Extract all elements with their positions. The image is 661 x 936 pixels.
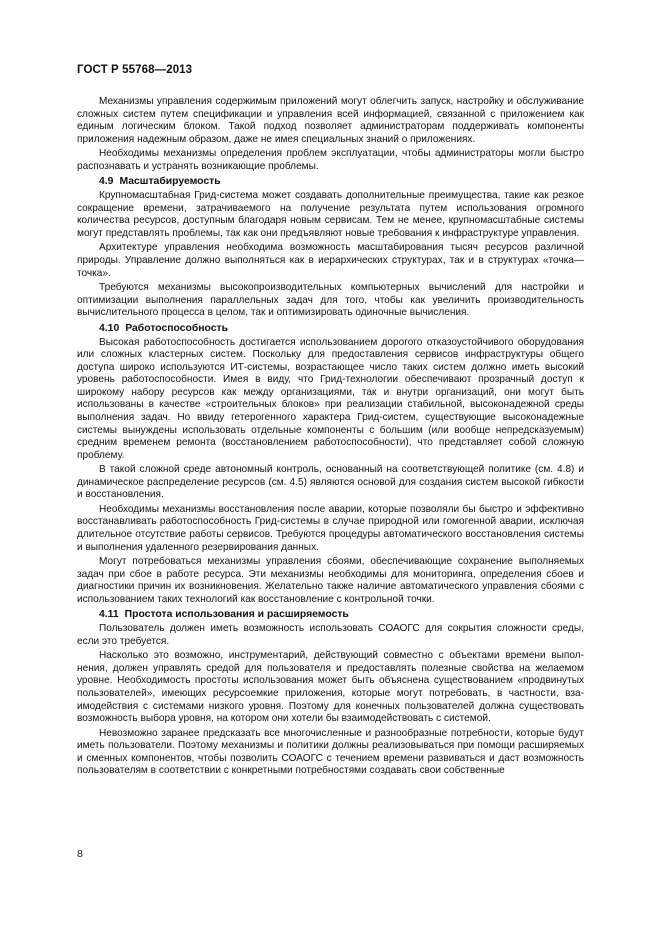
section-title: Масштабируемость	[119, 176, 221, 188]
section-number: 4.9	[99, 176, 114, 188]
page-number: 8	[77, 848, 83, 860]
paragraph: Необходимы механизмы восстановления после аварии, которые позволяли бы быстро и эффективно восстанавливать работоспособность Грид-системы в случае природной или гомогенной аварии, исключая длительное отсутствие работы сервисов. Требуются процедуры автоматического восстановления системы и выполнения удаленного резервирования данных.	[77, 503, 584, 553]
document-body	[77, 96, 584, 780]
section-number: 4.11	[99, 609, 119, 621]
paragraph: Насколько это возможно, инструментарий, действующий совместно с объектами времени выполнения, должен управлять средой для пользователя и предоставлять полезные свойства на желаемом уровне. Необходимость простоты использования может быть объяснена существованием «продвинутых пользователей», имеющих ресурсоемкие приложения, которые могут потребовать, в частности, взаимодействия с системами низкого уровня. Поэтому для конечных пользователей должна существовать возможность выбора уровня, на котором они хотели бы взаимодействовать с системой.	[77, 650, 584, 725]
paragraph: Невозможно заранее предсказать все многочисленные и разнообразные потребности, которые будут иметь пользователи. Поэтому механизмы и политики должны реализовываться при помощи расширяемых и сменных компонентов, чтобы позволить СОАОГС с течением времени развиваться и даст возможность пользователям в соответствии с конкретными потребностями создавать свои собственные	[77, 727, 584, 777]
paragraph: Высокая работоспособность достигается использованием дорогого отказоустойчивого оборудования или сложных кластерных систем. Поскольку для предоставления сервисов инфраструктуры общего доступа широко используются ИТ-системы, возрастающее число таких систем должно иметь высокий уровень работоспособности. Имея в виду, что Грид-технологии обеспечивают прозрачный доступ к широкому набору ресурсов как между организациями, так и внутри организаций, они могут быть использованы в качестве «строительных блоков» при реализации стабильной, высоконадежной среды выполнения задач. Но ввиду гетерогенного характера Грид-систем, существующие высоконадежные системы вынуждены использовать отдельные компоненты с большим (или вообще непредсказуемым) средним временем ремонта (восстановлением работоспособности), что представляет собой сложную проблему.	[77, 336, 584, 461]
section-number: 4.10	[99, 322, 120, 334]
paragraph: Необходимы механизмы определения проблем эксплуатации, чтобы администраторы могли быстро распознавать и устранять возникающие проблемы.	[77, 148, 584, 172]
paragraph: Требуются механизмы высокопроизводительных компьютерных вычислений для настройки и оптимизации выполнения параллельных задач для того, чтобы как увеличить производительность вычислительного процесса в целом, так и оптимизировать одиночные вычисления.	[77, 282, 584, 319]
paragraph: Пользователь должен иметь возможность использовать СОАОГС для сокрытия сложности среды, если это требуется.	[77, 623, 584, 647]
paragraph: Архитектуре управления необходима возможность масштабирования тысяч ресурсов различной природы. Управление должно выполняться как в иерархических структурах, так и в структурах «точка—точка».	[77, 242, 584, 279]
document-header: ГОСТ Р 55768—2013	[77, 64, 193, 76]
paragraph: Механизмы управления содержимым приложений могут облегчить запуск, настройку и обслуживание сложных систем путем спецификации и управления всей информацией, связанной с приложением как единым логическим блоком. Такой подход позволяет администраторам поддерживать компоненты приложения надежным образом, даже не имея специальных знаний о приложениях.	[77, 96, 584, 145]
section-heading	[77, 608, 584, 621]
paragraph: В такой сложной среде автономный контроль, основанный на соответствующей политике (см. 4.8) и динамическое распределение ресурсов (см. 4.5) являются основой для создания систем высокой гибкости и восстановления.	[77, 464, 584, 501]
section-heading	[77, 175, 584, 188]
section-title: Работоспособность	[125, 322, 229, 334]
paragraph: Могут потребоваться механизмы управления сбоями, обеспечивающие сохранение выполняемых задач при сбое в работе ресурса. Эти механизмы необходимы для мониторинга, определения сбоев и диагностики причин их возникновения. Желательно также наличие автоматического управления сбоями с использованием таких технологий как восстановление с контрольной точки.	[77, 556, 584, 605]
section-heading	[77, 322, 584, 335]
section-title: Простота использования и расширяемость	[124, 609, 349, 621]
paragraph: Крупномасштабная Грид-система может создавать дополнительные преимущества, такие как резкое сокращение времени, затрачиваемого на получение результата путем использования огромного количества ресурсов, доступным благодаря новым сервисам. Тем не менее, крупномасштабные системы могут представлять проблемы, так как они предъявляют новые требования к инфраструктуре управления.	[77, 190, 584, 239]
